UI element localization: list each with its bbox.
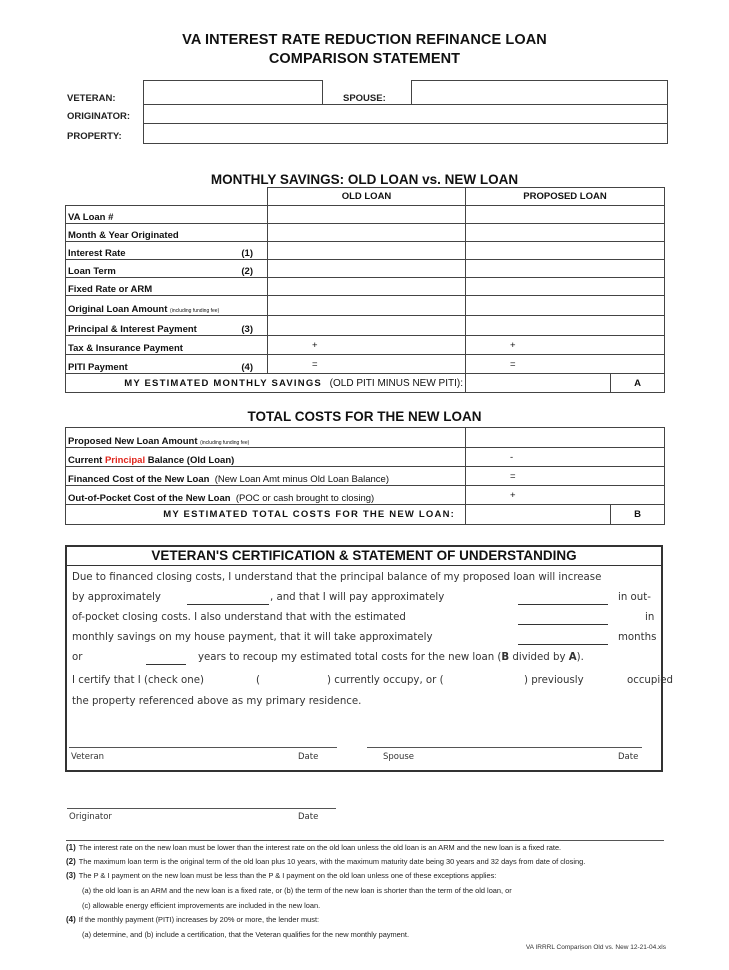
new-loan-cell[interactable]	[466, 242, 665, 260]
new-loan-cell[interactable]	[466, 224, 665, 242]
footnote-ref: (2)	[241, 266, 253, 277]
row-label: Original Loan Amount	[68, 304, 168, 315]
footnote-ref: (1)	[241, 248, 253, 259]
amount-cell[interactable]: =	[466, 467, 665, 486]
cert-line-6: I certify that I (check one) ( ) currently occupy, or ( ) previously occupied	[72, 675, 656, 691]
footnote-ref: (4)	[241, 362, 253, 373]
spouse-input[interactable]	[412, 81, 667, 104]
table-row-current-principal-balance: Current Principal Balance (Old Loan) -	[66, 448, 665, 467]
total-costs-summary-row	[66, 505, 665, 525]
originator-label: ORIGINATOR:	[67, 111, 130, 122]
table-row-fixed-or-arm	[66, 278, 665, 296]
originator-signature-label: Originator	[69, 812, 112, 822]
row-note: (New Loan Amt minus Old Loan Balance)	[214, 474, 389, 485]
row-label: Interest Rate	[68, 248, 126, 259]
footnote-3c: (c) allowable energy efficient improvements are included in the new loan.	[82, 901, 321, 910]
footnote-4: (4) If the monthly payment (PITI) increases by 20% or more, the lender must:	[66, 915, 320, 924]
years-blank[interactable]	[146, 652, 186, 665]
veteran-signature-line[interactable]	[69, 747, 337, 748]
amount-cell[interactable]	[466, 428, 665, 448]
veteran-field-box	[143, 80, 323, 105]
total-costs-title: TOTAL COSTS FOR THE NEW LOAN	[247, 409, 482, 424]
old-loan-cell[interactable]	[268, 260, 466, 278]
row-label: VA Loan #	[68, 212, 114, 223]
footnotes	[66, 843, 666, 943]
principal-highlight: Principal	[104, 455, 146, 466]
table-row-out-of-pocket-cost	[66, 486, 665, 505]
row-label: Fixed Rate or ARM	[68, 284, 153, 295]
total-costs-value-cell[interactable]	[466, 505, 611, 525]
footnote-1: (1) The interest rate on the new loan must be lower than the interest rate on the old loan unless the old loan is an ARM and the new loan is a fixed rate.	[66, 843, 562, 852]
footnote-2: (2) The maximum loan term is the original term of the old loan plus 10 years, with the maximum maturity date being 30 years and 32 days from date of closing.	[66, 857, 586, 866]
table-row-proposed-new-loan-amount	[66, 428, 665, 448]
letter-b-label: B	[611, 505, 665, 525]
certification-title: VETERAN'S CERTIFICATION & STATEMENT OF UNDERSTANDING	[67, 547, 661, 566]
out-of-pocket-blank[interactable]	[518, 592, 608, 605]
table-row-loan-term	[66, 260, 665, 278]
originator-field-box	[143, 104, 668, 124]
footer-filename: VA IRRRL Comparison Old vs. New 12-21-04.xls	[525, 944, 666, 951]
row-label: Loan Term	[68, 266, 116, 277]
veteran-date-label: Date	[298, 752, 319, 762]
property-field-box	[143, 123, 668, 144]
table-row-interest-rate	[66, 242, 665, 260]
row-label: Out-of-Pocket Cost of the New Loan	[68, 493, 231, 504]
table-row-va-loan-number	[66, 206, 665, 224]
amount-cell[interactable]: +	[466, 486, 665, 505]
document-title-line1: VA INTEREST RATE REDUCTION REFINANCE LOAN	[182, 32, 547, 48]
new-loan-cell[interactable]: =	[466, 355, 665, 374]
cert-line-7: the property referenced above as my primary residence.	[72, 696, 362, 707]
monthly-savings-title: MONTHLY SAVINGS: OLD LOAN vs. NEW LOAN	[210, 172, 519, 187]
monthly-savings-summary-label: MY ESTIMATED MONTHLY SAVINGS	[124, 377, 322, 389]
row-label: Month & Year Originated	[68, 230, 179, 241]
property-input[interactable]	[144, 125, 667, 144]
row-label: Proposed New Loan Amount	[68, 436, 198, 447]
originator-input[interactable]	[144, 107, 667, 125]
spouse-field-box	[411, 80, 668, 105]
footnote-ref: (3)	[241, 324, 253, 335]
old-loan-cell[interactable]: +	[268, 336, 466, 355]
new-loan-cell[interactable]	[466, 260, 665, 278]
row-label: Financed Cost of the New Loan	[68, 474, 210, 485]
monthly-savings-value-cell[interactable]	[466, 374, 611, 393]
new-loan-cell[interactable]	[466, 316, 665, 336]
veteran-signature-label: Veteran	[71, 752, 105, 762]
table-row-principal-interest	[66, 316, 665, 336]
cert-line-3: of-pocket closing costs. I also understand that with the estimated in	[72, 612, 655, 623]
originator-date-label: Date	[298, 812, 319, 822]
column-header-old-loan: OLD LOAN	[268, 188, 466, 206]
new-loan-cell[interactable]	[466, 278, 665, 296]
monthly-savings-summary-note: (OLD PITI MINUS NEW PITI):	[329, 377, 463, 389]
table-row-tax-insurance	[66, 336, 665, 355]
column-header-proposed-loan: PROPOSED LOAN	[466, 188, 665, 206]
property-label: PROPERTY:	[67, 131, 122, 142]
old-loan-cell[interactable]	[268, 316, 466, 336]
row-sublabel: (including funding fee)	[200, 440, 250, 446]
previously-occupied-checkbox[interactable]	[492, 675, 522, 689]
table-row-month-year-originated	[66, 224, 665, 242]
certification-box	[65, 545, 673, 772]
row-note: (POC or cash brought to closing)	[235, 493, 375, 504]
footnote-3a: (a) the old loan is an ARM and the new loan is a fixed rate, or (b) the term of the new loan is shorter than the term of the old loan, or	[82, 886, 512, 895]
footnote-3: (3) The P & I payment on the new loan must be less than the P & I payment on the old loan unless one of these exceptions applies:	[66, 871, 497, 880]
amount-cell[interactable]: -	[466, 448, 665, 467]
old-loan-cell[interactable]	[268, 296, 466, 316]
new-loan-cell[interactable]: +	[466, 336, 665, 355]
currently-occupy-checkbox[interactable]: (	[256, 675, 260, 686]
old-loan-cell[interactable]	[268, 206, 466, 224]
cert-line-4: monthly savings on my house payment, that it will take approximately months	[72, 632, 657, 643]
monthly-savings-blank[interactable]	[518, 612, 608, 625]
old-loan-cell[interactable]: =	[268, 355, 466, 374]
monthly-savings-summary-row	[66, 374, 665, 393]
spouse-date-label: Date	[618, 752, 639, 762]
table-row-piti	[66, 355, 665, 374]
letter-a-label: A	[611, 374, 665, 393]
row-label: PITI Payment	[68, 362, 128, 373]
spouse-label: SPOUSE:	[343, 93, 386, 104]
cert-line-5: or years to recoup my estimated total costs for the new loan (B divided by A).	[72, 652, 584, 663]
veteran-input[interactable]	[144, 81, 322, 104]
table-row-financed-cost	[66, 467, 665, 486]
cert-line-1: Due to financed closing costs, I understand that the principal balance of my proposed loan will increase	[72, 572, 602, 583]
new-loan-cell[interactable]	[466, 206, 665, 224]
cert-line-2: by approximately , and that I will pay approximately in out-	[72, 592, 651, 603]
total-costs-table	[65, 427, 665, 525]
row-label: Principal & Interest Payment	[68, 324, 197, 335]
months-blank[interactable]	[518, 632, 608, 645]
old-loan-cell[interactable]	[268, 242, 466, 260]
old-loan-cell[interactable]	[268, 278, 466, 296]
veteran-label: VETERAN:	[67, 93, 116, 104]
row-label: Tax & Insurance Payment	[68, 343, 183, 354]
footnote-4a: (a) determine, and (b) include a certification, that the Veteran qualifies for the new monthly payment.	[82, 930, 410, 939]
spouse-signature-label: Spouse	[383, 752, 415, 762]
principal-increase-blank[interactable]	[187, 592, 269, 605]
spouse-signature-line[interactable]	[367, 747, 642, 748]
total-costs-summary-label: MY ESTIMATED TOTAL COSTS FOR THE NEW LOAN:	[66, 505, 466, 525]
monthly-savings-table	[65, 187, 665, 393]
row-sublabel: (including funding fee)	[170, 308, 220, 314]
footnotes-divider	[66, 840, 664, 841]
document-title-line2: COMPARISON STATEMENT	[268, 51, 461, 67]
old-loan-cell[interactable]	[268, 224, 466, 242]
new-loan-cell[interactable]	[466, 296, 665, 316]
originator-signature-line[interactable]	[67, 808, 336, 809]
table-row-original-loan-amount	[66, 296, 665, 316]
